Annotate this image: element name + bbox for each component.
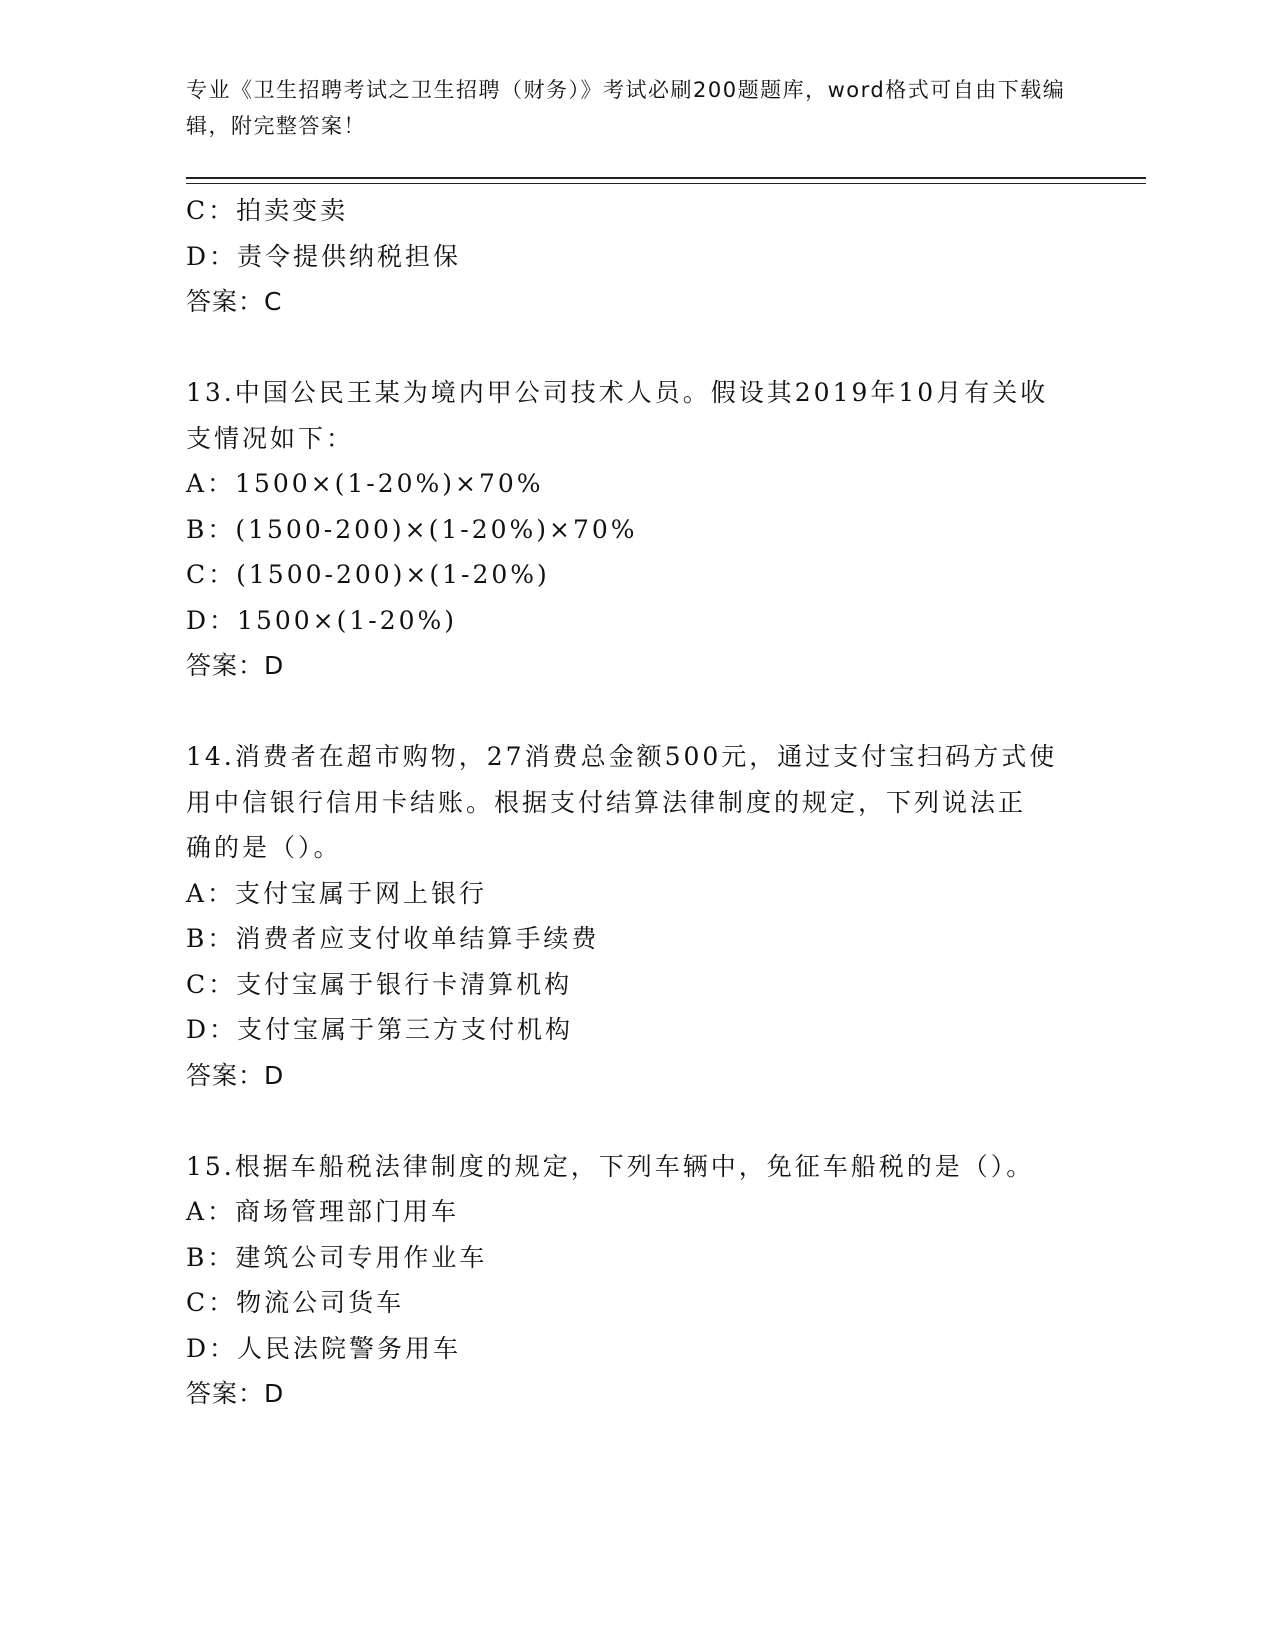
option-c: C：拍卖变卖 [186, 196, 349, 225]
option-d: D：支付宝属于第三方支付机构 [186, 1015, 574, 1044]
option-c: C：(1500-200)×(1-20%) [186, 560, 550, 589]
option-a: A：支付宝属于网上银行 [186, 878, 488, 908]
option-d: D：1500×(1-20%) [186, 605, 458, 635]
header-rule-thin [186, 183, 1146, 184]
question-stem-line: 用中信银行信用卡结账。根据支付结算法律制度的规定，下列说法正 [186, 787, 1027, 817]
question-content [186, 188, 1086, 1417]
option-d: D：人民法院警务用车 [186, 1333, 462, 1363]
option-d: D：责令提供纳税担保 [186, 241, 462, 271]
option-a: A：商场管理部门用车 [186, 1197, 460, 1226]
question-spacer [186, 689, 1086, 735]
option-b: B：建筑公司专用作业车 [186, 1242, 488, 1272]
answer-line: 答案：D [186, 1060, 285, 1090]
answer-line: 答案：D [186, 1379, 285, 1408]
document-header: 专业《卫生招聘考试之卫生招聘（财务）》考试必刷200题题库，word格式可自由下载编辑，附完整答案！ [186, 78, 1066, 138]
option-b: B：(1500-200)×(1-20%)×70% [186, 514, 638, 544]
answer-line: 答案：C [186, 287, 283, 316]
question-stem-line: 确的是（）。 [186, 833, 342, 862]
option-c: C：支付宝属于银行卡清算机构 [186, 969, 573, 999]
option-c: C：物流公司货车 [186, 1288, 405, 1317]
answer-line: 答案：D [186, 651, 285, 680]
header-rule-thick [186, 177, 1146, 179]
question-stem-line: 14.消费者在超市购物，27消费总金额500元，通过支付宝扫码方式使 [186, 742, 1058, 771]
question-spacer [186, 325, 1086, 371]
question-14 [186, 734, 1086, 1098]
option-a: A：1500×(1-20%)×70% [186, 469, 544, 498]
question-stem-line: 13.中国公民王某为境内甲公司技术人员。假设其2019年10月有关收 [186, 378, 1049, 407]
question-stem-line: 支情况如下： [186, 423, 355, 453]
question-spacer [186, 1098, 1086, 1144]
question-stem-line: 15.根据车船税法律制度的规定，下列车辆中，免征车船税的是（）。 [186, 1151, 1035, 1181]
question-13 [186, 370, 1086, 689]
question-15 [186, 1144, 1086, 1417]
option-b: B：消费者应支付收单结算手续费 [186, 924, 600, 953]
